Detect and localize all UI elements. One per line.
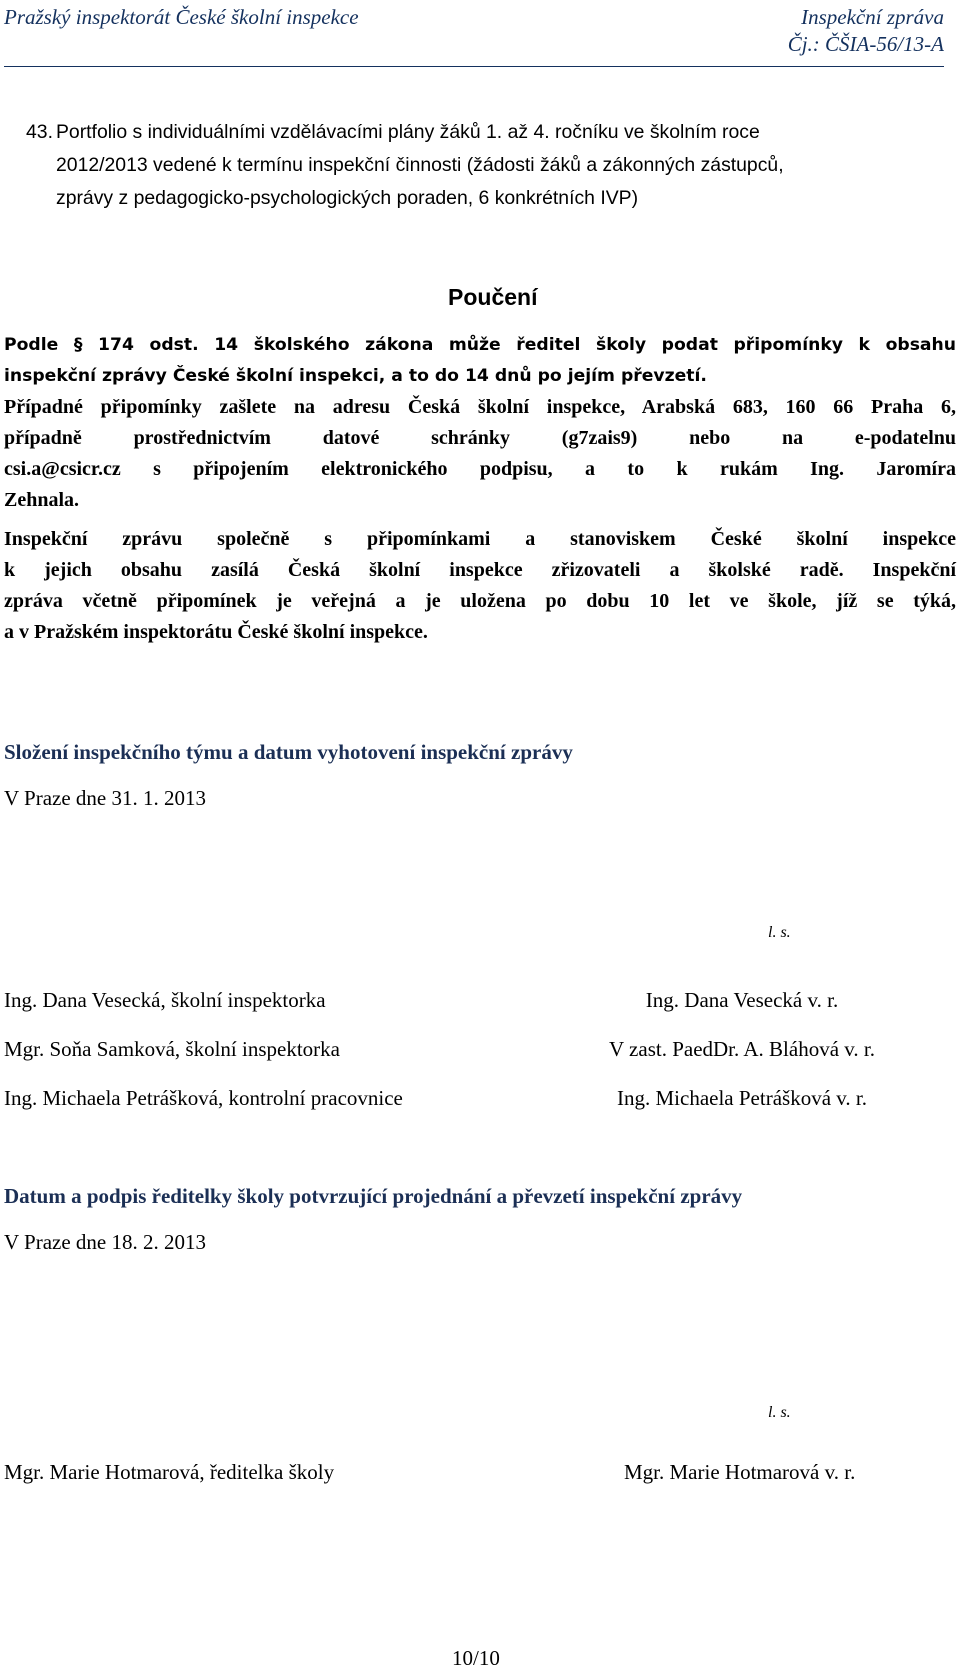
seal-placeholder: l. s.: [768, 1404, 791, 1421]
team-member-name: Ing. Michaela Petrášková, kontrolní pracovnice: [4, 1086, 403, 1110]
paragraph-line: Případné připomínky zašlete na adresu Česká školní inspekce, Arabská 683, 160 66 Praha 6,: [4, 396, 956, 418]
seal-placeholder: l. s.: [768, 924, 791, 941]
director-signature: Mgr. Marie Hotmarová v. r.: [624, 1460, 856, 1484]
pouceni-paragraph-1: [4, 330, 956, 392]
team-member-signature: Ing. Michaela Petrášková v. r.: [617, 1086, 867, 1110]
team-member-signature: Ing. Dana Vesecká v. r.: [645, 988, 839, 1012]
header-divider: [4, 66, 944, 67]
list-item-text: [56, 116, 928, 215]
paragraph-line: Podle § 174 odst. 14 školského zákona může ředitel školy podat připomínky k obsahu: [4, 335, 956, 355]
header-organization: Pražský inspektorát České školní inspekce: [4, 5, 359, 29]
list-item-43: [28, 116, 928, 215]
list-item-line: zprávy z pedagogicko-psychologických poraden, 6 konkrétních IVP): [56, 187, 639, 209]
team-member-name: Mgr. Soňa Samková, školní inspektorka: [4, 1037, 340, 1061]
team-member-names: [4, 976, 403, 1123]
team-member-signature: V zast. PaedDr. A. Bláhová v. r.: [609, 1037, 875, 1061]
pouceni-paragraph-3: [4, 524, 956, 648]
paragraph-line: případně prostřednictvím datové schránky (g7zais9) nebo na e-podatelnu: [4, 427, 956, 449]
pouceni-paragraph-2: [4, 392, 956, 516]
list-item-line: Portfolio s individuálními vzdělávacími plány žáků 1. až 4. ročníku ve školním roce: [56, 121, 760, 143]
team-member-signatures: [600, 976, 912, 1123]
director-date: V Praze dne 18. 2. 2013: [4, 1230, 206, 1254]
header-reference-number: Čj.: ČŠIA-56/13-A: [787, 32, 944, 56]
team-member-name: Ing. Dana Vesecká, školní inspektorka: [4, 988, 326, 1012]
paragraph-line: inspekční zprávy České školní inspekci, a to do 14 dnů po jejím převzetí.: [4, 366, 707, 386]
page-number: 10/10: [452, 1646, 500, 1670]
team-heading: Složení inspekčního týmu a datum vyhotovení inspekční zprávy: [4, 740, 573, 764]
pouceni-heading: Poučení: [448, 284, 538, 310]
paragraph-line: k jejich obsahu zasílá Česká školní inspekce zřizovateli a školské radě. Inspekční: [4, 559, 956, 581]
paragraph-line: Zehnala.: [4, 489, 80, 511]
header-report-type: Inspekční zpráva: [801, 5, 944, 29]
paragraph-line: csi.a@csicr.cz s připojením elektronického podpisu, a to k rukám Ing. Jaromíra: [4, 458, 956, 480]
paragraph-line: Inspekční zprávu společně s připomínkami a stanoviskem České školní inspekce: [4, 528, 956, 550]
list-item-number: 43.: [26, 121, 53, 143]
team-date: V Praze dne 31. 1. 2013: [4, 786, 206, 810]
paragraph-line: zpráva včetně připomínek je veřejná a je uložena po dobu 10 let ve škole, jíž se týká,: [4, 590, 956, 612]
director-name: Mgr. Marie Hotmarová, ředitelka školy: [4, 1460, 335, 1484]
paragraph-line: a v Pražském inspektorátu České školní inspekce.: [4, 621, 428, 643]
header-report-info: [788, 4, 944, 58]
list-item-line: 2012/2013 vedené k termínu inspekční činnosti (žádosti žáků a zákonných zástupců,: [56, 154, 784, 176]
director-heading: Datum a podpis ředitelky školy potvrzující projednání a převzetí inspekční zprávy: [4, 1184, 743, 1208]
